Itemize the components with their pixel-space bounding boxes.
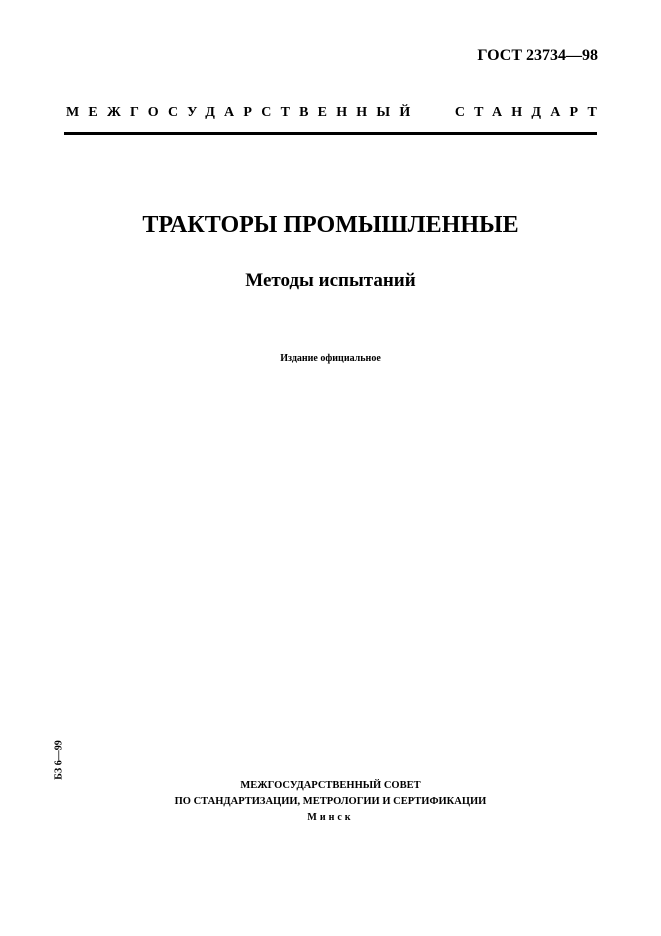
standard-type-word-interstate: МЕЖГОСУДАРСТВЕННЫЙ: [66, 105, 420, 120]
side-code-text: БЗ 6—99: [53, 740, 65, 780]
document-number: ГОСТ 23734—98: [477, 47, 598, 64]
header-divider: [64, 132, 597, 135]
publisher-city: Минск: [307, 812, 354, 823]
document-subtitle: Методы испытаний: [245, 270, 416, 291]
standard-type-word-standard: СТАНДАРТ: [454, 105, 606, 120]
publisher-block: [0, 778, 661, 826]
document-title: ТРАКТОРЫ ПРОМЫШЛЕННЫЕ: [142, 212, 519, 238]
publisher-line-2: ПО СТАНДАРТИЗАЦИИ, МЕТРОЛОГИИ И СЕРТИФИКАЦИИ: [174, 796, 487, 807]
standard-type-heading: [66, 105, 606, 121]
publisher-line-1: МЕЖГОСУДАРСТВЕННЫЙ СОВЕТ: [240, 780, 421, 791]
edition-note: Издание официальное: [280, 353, 381, 364]
